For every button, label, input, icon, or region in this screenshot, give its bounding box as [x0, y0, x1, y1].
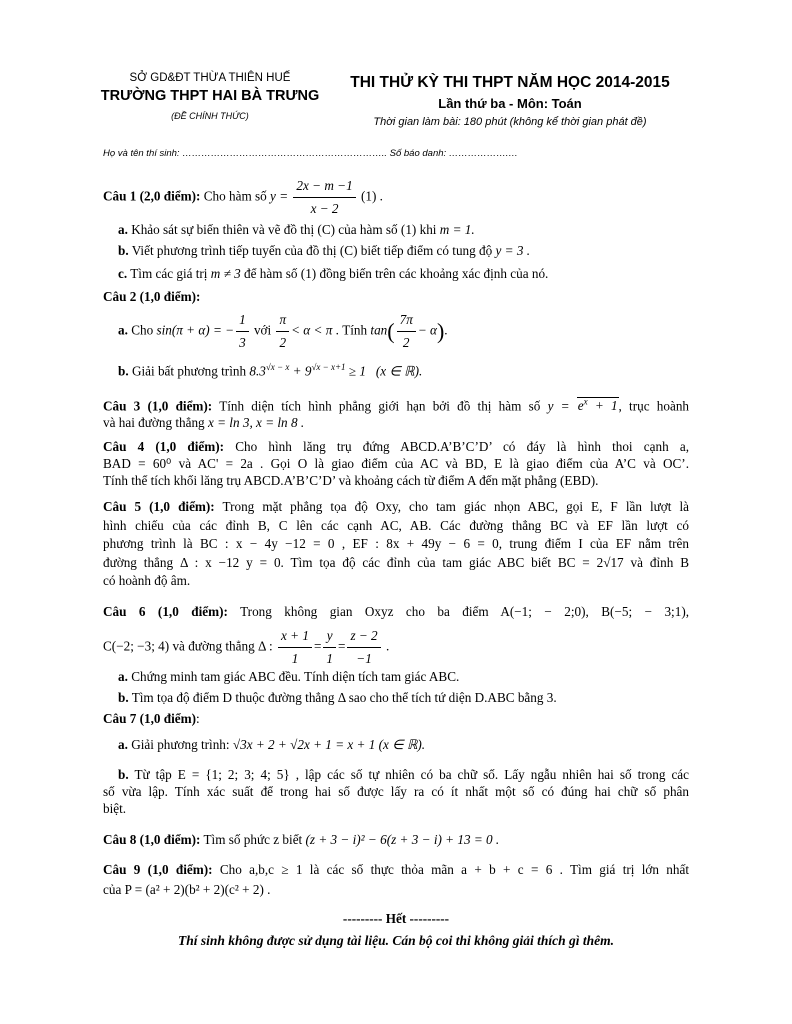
round-subject: Lần thứ ba - Môn: Toán — [438, 96, 582, 111]
q6-part-b: b. Tìm tọa độ điểm D thuộc đường thẳng Δ sao cho thể tích tứ diện D.ABC bằng 3. — [118, 690, 557, 705]
footer-note: Thí sinh không được sử dụng tài liệu. Cán bộ coi thi không giải thích gì thêm. — [177, 933, 615, 948]
official-label: (ĐỀ CHÍNH THỨC) — [171, 111, 249, 121]
exam-time: Thời gian làm bài: 180 phút (không kể thời gian phát đề) — [373, 116, 647, 128]
q5-block: Câu 5 (1,0 điểm): Trong mặt phẳng tọa độ Oxy, cho tam giác nhọn ABC, gọi E, F lần lượt là hình chiếu của các đỉnh B, C lên các cạnh AC, AB. Các đường thẳng BC và EF lần lượt có phương trình là BC : x − 4y −12 = 0 , EF : 8x + 49y − 6 = 0, trung điểm I của EF nằm trên đường thẳng Δ : x −12 y = 0. Tìm tọa độ các đỉnh của tam giác ABC biết BC = 2√17 và đỉnh B có hoành độ âm. — [103, 499, 689, 588]
q6-block: Câu 6 (1,0 điểm): Trong không gian Oxyz cho ba điểm A(−1; − 2;0), B(−5; − 3;1), — [103, 604, 690, 619]
q1-part-b: b. Viết phương trình tiếp tuyến của đồ thị (C) biết tiếp điểm có tung độ y = 3 . — [118, 243, 531, 258]
q2-part-b: b. Giải bất phương trình $8.3^{√x - x} + 9^{√x - x+1} \ge 1$ (x ∈ ℝ). — [118, 362, 423, 379]
q1-part-c: c. Tìm các giá trị m ≠ 3 để hàm số (1) đồng biến trên các khoảng xác định của nó. — [118, 266, 549, 281]
q9-block: Câu 9 (1,0 điểm): Cho a,b,c ≥ 1 là các số thực thỏa mãn a + b + c = 6 . Tìm giá trị lớn nhất của P = (a² + 2)(b² + 2)(c² + 2) . — [103, 862, 690, 897]
exam-title: THI THỬ KỲ THI THPT NĂM HỌC 2014-2015 — [350, 74, 670, 91]
q1-function: $\frac{2x - m -1}{x - 2}$ — [293, 176, 355, 219]
candidate-info: Họ và tên thí sinh: ……………………………………………………….. Số báo danh: ……………….… — [103, 148, 518, 159]
q7-part-b: b. Từ tập E = {1; 2; 3; 4; 5} , lập các số tự nhiên có ba chữ số. Lấy ngẫu nhiên hai số trong các số vừa lập. Tính xác suất để trong hai số được lấy ra có ít nhất một số có đúng hai chữ số phân biệt. — [103, 767, 690, 816]
q6-part-a: a. Chứng minh tam giác ABC đều. Tính diện tích tam giác ABC. — [118, 669, 460, 684]
q1-label: Câu 1 (2,0 điểm): — [103, 188, 201, 204]
q1-part-a: a. Khảo sát sự biến thiên và vẽ đồ thị (C) của hàm số (1) khi m = 1. — [118, 222, 475, 237]
department-name: SỞ GD&ĐT THỪA THIÊN HUẾ — [129, 72, 291, 84]
q6-line: C(−2; −3; 4) và đường thẳng Δ : $\frac{x + 1}{1}$ = $\frac{y}{1}$ = $\frac{z - 2}{-1}$ . — [103, 628, 390, 666]
q7-part-a: a. Giải phương trình: √3x + 2 + √2x + 1 = x + 1 (x ∈ ℝ). — [118, 737, 426, 752]
q2-label: Câu 2 (1,0 điểm): — [103, 289, 201, 304]
q7-label: Câu 7 (1,0 điểm): — [103, 711, 200, 726]
q2-part-a: a. Cho sin(π + α) = − $\frac{1}{3}$ với $\frac{\pi}{2}$ < α < π . Tính tan( $\frac{7\pi}{2}$ − α). — [118, 312, 448, 350]
q4-block: Câu 4 (1,0 điểm): Cho hình lăng trụ đứng ABCD.A’B’C’D’ có đáy là hình thoi cạnh a, BAD = 60⁰ và AC' = 2a . Gọi O là giao điểm của AC và BD, E là giao điểm của A’C và OC’. Tính thể tích khối lăng trụ ABCD.A’B’C’D’ và khoảng cách từ điểm A đến mặt phẳng (EBD). — [103, 439, 689, 488]
q1-stem: Câu 1 (2,0 điểm): Cho hàm số y = $\frac{2x - m -1}{x - 2}$ (1) . — [103, 176, 383, 219]
q3-block: Câu 3 (1,0 điểm): Tính diện tích hình phẳng giới hạn bởi đồ thị hàm số $y = e^x + 1$, trục hoành và hai đường thẳng x = ln 3, x = ln 8 . — [103, 397, 690, 431]
q8-block: Câu 8 (1,0 điểm): Tìm số phức z biết (z + 3 − i)² − 6(z + 3 − i) + 13 = 0 . — [103, 832, 500, 847]
school-name: TRƯỜNG THPT HAI BÀ TRƯNG — [100, 88, 320, 104]
end-marker: --------- Hết --------- — [342, 911, 450, 926]
